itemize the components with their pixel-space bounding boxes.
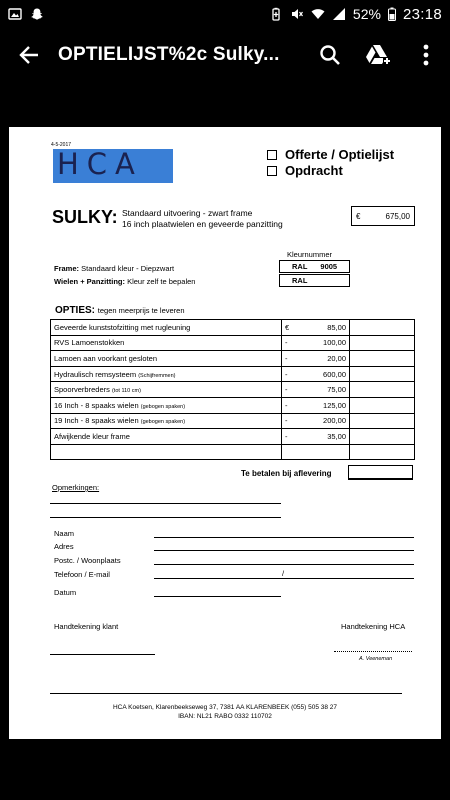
- footer-iban: IBAN: NL21 RABO 0332 110702: [178, 713, 272, 720]
- product-desc-line-2: 16 inch plaatwielen en geveerde panzitting: [122, 219, 283, 229]
- option-note: (gebogen spaken): [140, 403, 186, 410]
- option-description: [51, 413, 282, 429]
- option-label: Lamoen aan voorkant gesloten: [54, 353, 157, 363]
- opmerkingen-label: Opmerkingen:: [52, 483, 100, 492]
- wielen-row: [54, 277, 195, 286]
- option-amount: 85,00: [327, 322, 346, 332]
- battery-saver-icon: [269, 7, 283, 21]
- hca-signature-line: [334, 651, 412, 652]
- document-date: 4-5-2017: [51, 142, 72, 148]
- document-title: OPTIELIJST%2c Sulky...: [58, 44, 280, 65]
- option-label: Afwijkende kleur frame: [54, 431, 130, 441]
- more-options-button[interactable]: [402, 28, 450, 82]
- handtekening-hca-label: Handtekening HCA: [341, 622, 406, 631]
- more-icon: [423, 44, 429, 66]
- status-bar: [0, 0, 450, 28]
- option-amount: 600,00: [323, 369, 346, 379]
- option-amount-cell: [282, 320, 350, 336]
- option-label: RVS Lamoenstokken: [54, 338, 125, 348]
- options-table: [50, 319, 415, 460]
- frame-ral-value: 9005: [320, 262, 338, 271]
- checkbox-opdracht-label: Opdracht: [285, 163, 343, 178]
- option-label: 16 Inch - 8 spaaks wielen: [54, 400, 139, 410]
- product-desc-line-1: Standaard uitvoering - zwart frame: [122, 208, 253, 218]
- option-check-cell[interactable]: [350, 444, 415, 460]
- option-row: [51, 429, 415, 445]
- hca-logo-text: HCA: [57, 147, 143, 181]
- wielen-ral-box: [279, 274, 350, 287]
- option-amount: 75,00: [327, 385, 346, 395]
- checkbox-offerte[interactable]: [267, 150, 277, 160]
- footer-address: HCA Koetsen, Klarenbeekseweg 37, 7381 AA KLARENBEEK (055) 505 38 27: [112, 704, 338, 711]
- option-amount-cell: [282, 429, 350, 445]
- opties-heading: [55, 305, 185, 316]
- datum-line[interactable]: [154, 596, 281, 597]
- option-row: [51, 335, 415, 351]
- footer-divider: [50, 693, 402, 694]
- option-label: 19 Inch - 8 spaaks wielen: [54, 416, 139, 426]
- arrow-back-icon: [18, 44, 40, 66]
- option-label: Geveerde kunststofzitting met rugleuning: [54, 322, 191, 332]
- mute-icon: [290, 7, 304, 21]
- datum-label: Datum: [54, 588, 77, 597]
- telefoon-line[interactable]: [154, 578, 414, 579]
- option-description: [51, 397, 282, 413]
- wifi-icon: [311, 7, 325, 21]
- option-row: [51, 397, 415, 413]
- wielen-value: Kleur zelf te bepalen: [127, 277, 196, 286]
- frame-value: Standaard kleur - Diepzwart: [81, 264, 175, 273]
- option-label: Spoorverbreders: [54, 385, 110, 395]
- option-amount-cell: [282, 351, 350, 367]
- price-currency: €: [356, 211, 361, 221]
- add-to-drive-icon: [365, 43, 391, 67]
- klant-signature-line[interactable]: [50, 654, 155, 655]
- app-bar: [0, 28, 450, 82]
- option-amount-cell: [282, 397, 350, 413]
- option-sign: -: [285, 369, 288, 379]
- option-description: [51, 335, 282, 351]
- te-betalen-label: Te betalen bij aflevering: [241, 469, 332, 478]
- option-amount-cell: [282, 335, 350, 351]
- add-to-drive-button[interactable]: [354, 28, 402, 82]
- option-check-cell[interactable]: [350, 429, 415, 445]
- checkbox-offerte-label: Offerte / Optielijst: [285, 147, 395, 162]
- option-row: [51, 351, 415, 367]
- option-sign: -: [285, 416, 288, 426]
- document-page[interactable]: [9, 127, 441, 739]
- option-check-cell[interactable]: [350, 382, 415, 398]
- option-sign: €: [285, 322, 290, 332]
- signer-name: A. Veeneman: [359, 656, 393, 662]
- handtekening-klant-label: Handtekening klant: [54, 622, 119, 631]
- naam-label: Naam: [54, 529, 75, 538]
- product-description: [122, 208, 283, 230]
- checkbox-opdracht[interactable]: [267, 166, 277, 176]
- option-amount-cell: [282, 382, 350, 398]
- option-amount: 100,00: [323, 338, 346, 348]
- option-check-cell[interactable]: [350, 366, 415, 382]
- option-amount-cell: [282, 444, 350, 460]
- option-check-cell[interactable]: [350, 351, 415, 367]
- option-note: (gebogen spaken): [140, 419, 186, 426]
- battery-icon: [388, 7, 396, 21]
- adres-line[interactable]: [154, 550, 414, 551]
- price-value: 675,00: [385, 211, 410, 221]
- clock: 23:18: [402, 5, 442, 23]
- adres-label: Adres: [54, 542, 74, 551]
- option-check-cell[interactable]: [350, 335, 415, 351]
- option-sign: -: [285, 385, 288, 395]
- frame-label: Frame:: [54, 264, 80, 273]
- option-amount-cell: [282, 413, 350, 429]
- search-button[interactable]: [306, 28, 354, 82]
- option-note: (Schijfremmen): [138, 372, 176, 379]
- search-icon: [319, 44, 341, 66]
- option-amount: 200,00: [323, 416, 346, 426]
- opties-title: OPTIES:: [55, 305, 96, 316]
- option-row: [51, 382, 415, 398]
- kleurnummer-label: Kleurnummer: [287, 250, 333, 259]
- option-check-cell[interactable]: [350, 397, 415, 413]
- option-amount-cell: [282, 366, 350, 382]
- frame-ral: RAL: [292, 262, 308, 271]
- snapchat-icon: [30, 7, 44, 21]
- option-sign: -: [285, 353, 288, 363]
- te-betalen-box: [348, 465, 413, 480]
- opties-subtitle: tegen meerprijs te leveren: [97, 306, 185, 315]
- product-name: SULKY:: [52, 207, 118, 227]
- option-row: [51, 366, 415, 382]
- naam-line[interactable]: [154, 537, 414, 538]
- postc-label: Postc. / Woonplaats: [54, 556, 121, 565]
- option-check-cell[interactable]: [350, 413, 415, 429]
- option-description: [51, 366, 282, 382]
- option-amount: 125,00: [323, 400, 346, 410]
- frame-ral-box: [279, 260, 350, 273]
- option-label: Hydraulisch remsysteem: [54, 369, 137, 379]
- wielen-ral: RAL: [292, 276, 308, 285]
- option-sign: -: [285, 400, 288, 410]
- opmerkingen-line-1: [50, 503, 281, 504]
- back-button[interactable]: [0, 28, 58, 82]
- option-check-cell[interactable]: [350, 320, 415, 336]
- option-description: [51, 320, 282, 336]
- telefoon-separator: /: [282, 569, 285, 578]
- option-sign: -: [285, 338, 288, 348]
- battery-percent: 52%: [352, 6, 381, 22]
- option-sign: -: [285, 431, 288, 441]
- option-description: [51, 382, 282, 398]
- postc-line[interactable]: [154, 564, 414, 565]
- frame-row: [54, 264, 174, 273]
- option-description: [51, 429, 282, 445]
- option-row: [51, 320, 415, 336]
- option-row: [51, 413, 415, 429]
- telefoon-label: Telefoon / E-mail: [54, 570, 110, 579]
- option-description: [51, 351, 282, 367]
- option-note: (tot 110 cm): [111, 388, 141, 395]
- signal-icon: [332, 7, 346, 21]
- opmerkingen-line-2: [50, 517, 281, 518]
- image-icon: [8, 7, 22, 21]
- option-description: [51, 444, 282, 460]
- option-amount: 35,00: [327, 431, 346, 441]
- option-row: [51, 444, 415, 460]
- base-price: [351, 206, 415, 226]
- option-amount: 20,00: [327, 353, 346, 363]
- wielen-label: Wielen + Panzitting:: [54, 277, 125, 286]
